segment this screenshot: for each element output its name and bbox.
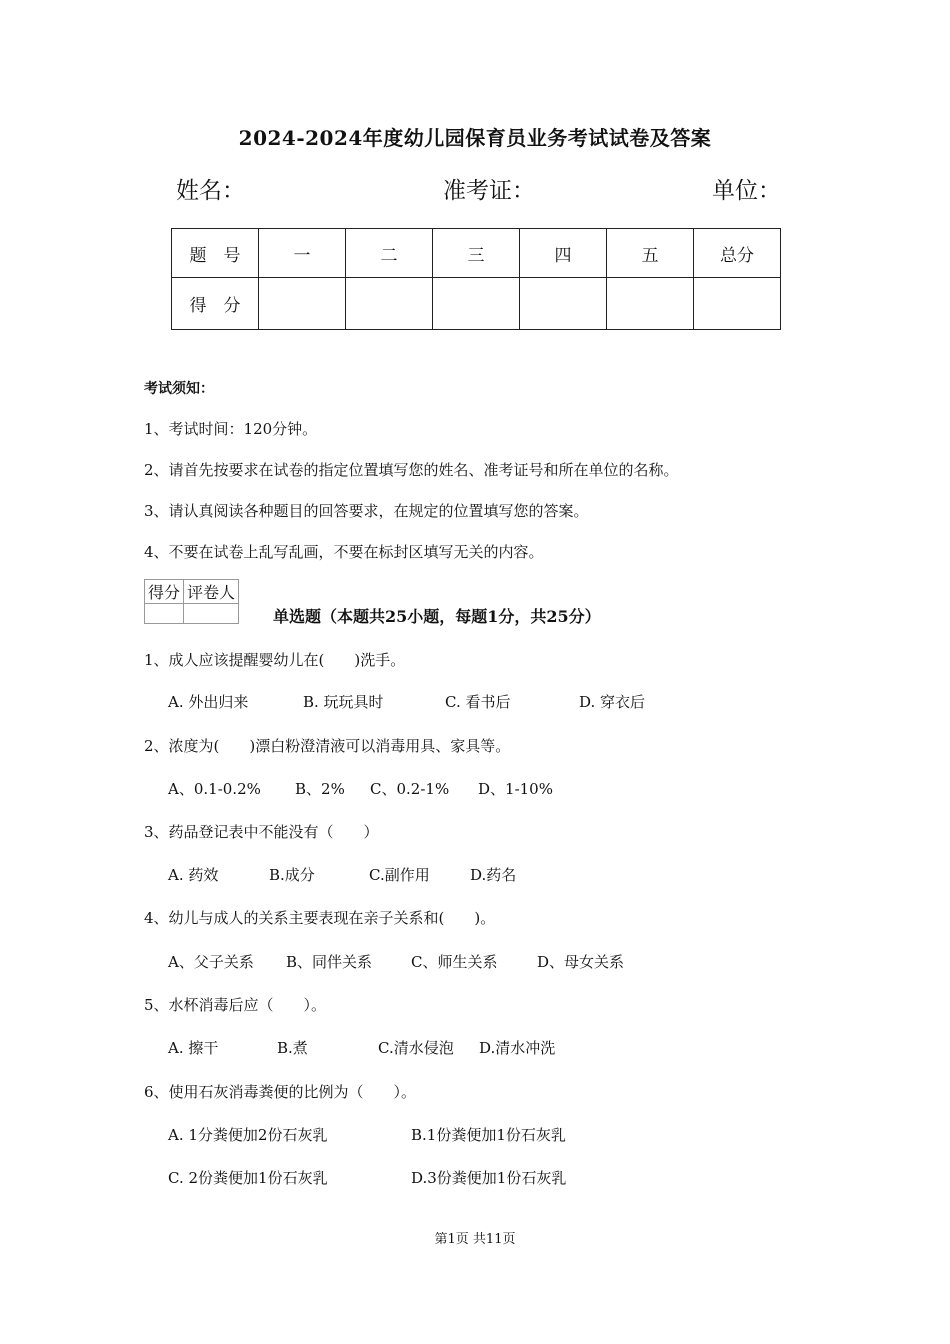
notice-item: 3、请认真阅读各种题目的回答要求，在规定的位置填写您的答案。 — [144, 502, 589, 520]
name-label: 姓名： — [176, 178, 245, 204]
score-table-header-row — [172, 229, 781, 278]
question-option[interactable]: B.1份粪便加1份石灰乳 — [411, 1126, 566, 1144]
score-table — [171, 228, 781, 330]
question-option[interactable]: A. 外出归来 — [168, 693, 249, 711]
question-option[interactable]: D、母女关系 — [537, 953, 625, 971]
score-table-cell: 一 — [259, 229, 346, 278]
score-table-cell: 三 — [433, 229, 520, 278]
notice-item: 2、请首先按要求在试卷的指定位置填写您的姓名、准考证号和所在单位的名称。 — [144, 461, 679, 479]
score-input-cell[interactable] — [259, 278, 346, 330]
question-option[interactable]: A. 药效 — [168, 866, 219, 884]
score-table-cell: 四 — [520, 229, 607, 278]
score-table-score-row — [172, 278, 781, 330]
unit-label: 单位： — [712, 178, 781, 204]
score-table-cell: 得 分 — [172, 278, 259, 330]
question-option[interactable]: B.成分 — [269, 866, 315, 884]
score-input-cell[interactable] — [433, 278, 520, 330]
notice-item: 4、不要在试卷上乱写乱画，不要在标封区填写无关的内容。 — [144, 543, 544, 561]
score-table-cell: 总分 — [694, 229, 781, 278]
score-input-cell[interactable] — [346, 278, 433, 330]
question-option[interactable]: C. 看书后 — [445, 693, 511, 711]
page-footer: 第1页 共11页 — [434, 1232, 516, 1247]
score-input-cell[interactable] — [607, 278, 694, 330]
grader-name-cell[interactable] — [184, 604, 239, 624]
question-stem: 2、浓度为( )漂白粉澄清液可以消毒用具、家具等。 — [144, 737, 511, 755]
grader-score-cell[interactable] — [145, 604, 184, 624]
question-option[interactable]: A. 1分粪便加2份石灰乳 — [168, 1126, 328, 1144]
page-title: 2024-2024年度幼儿园保育员业务考试试卷及答案 — [238, 126, 712, 150]
question-option[interactable]: C. 2份粪便加1份石灰乳 — [168, 1169, 328, 1187]
notice-heading: 考试须知： — [144, 381, 214, 397]
question-stem: 4、幼儿与成人的关系主要表现在亲子关系和( )。 — [144, 909, 496, 927]
question-option[interactable]: A、0.1-0.2% — [168, 780, 261, 798]
question-option[interactable]: B.煮 — [277, 1039, 308, 1057]
section-title: 单选题（本题共25小题，每题1分，共25分） — [273, 607, 601, 626]
score-input-cell[interactable] — [520, 278, 607, 330]
question-option[interactable]: C.清水侵泡 — [378, 1039, 454, 1057]
question-option[interactable]: C、师生关系 — [411, 953, 498, 971]
grader-score-label: 得分 — [145, 580, 184, 604]
question-option[interactable]: B. 玩玩具时 — [303, 693, 384, 711]
question-option[interactable]: D. 穿衣后 — [579, 693, 646, 711]
question-option[interactable]: C、0.2-1% — [370, 780, 450, 798]
question-option[interactable]: B、同伴关系 — [286, 953, 373, 971]
question-stem: 5、水杯消毒后应（ ）。 — [144, 996, 327, 1014]
question-stem: 1、成人应该提醒婴幼儿在( )洗手。 — [144, 651, 406, 669]
question-option[interactable]: B、2% — [295, 780, 345, 798]
exam-id-label: 准考证： — [443, 178, 535, 204]
score-table-cell: 题 号 — [172, 229, 259, 278]
notice-item: 1、考试时间：120分钟。 — [144, 420, 318, 438]
grader-box — [144, 579, 239, 624]
question-option[interactable]: C.副作用 — [369, 866, 430, 884]
question-option[interactable]: D.清水冲洗 — [479, 1039, 556, 1057]
question-stem: 6、使用石灰消毒粪便的比例为（ ）。 — [144, 1083, 417, 1101]
score-input-cell[interactable] — [694, 278, 781, 330]
question-option[interactable]: A. 擦干 — [168, 1039, 219, 1057]
question-stem: 3、药品登记表中不能没有（ ） — [144, 823, 379, 841]
question-option[interactable]: D.3份粪便加1份石灰乳 — [411, 1169, 567, 1187]
grader-name-label: 评卷人 — [184, 580, 239, 604]
question-option[interactable]: D、1-10% — [478, 780, 553, 798]
question-option[interactable]: D.药名 — [470, 866, 517, 884]
score-table-cell: 二 — [346, 229, 433, 278]
question-option[interactable]: A、父子关系 — [168, 953, 254, 971]
score-table-cell: 五 — [607, 229, 694, 278]
